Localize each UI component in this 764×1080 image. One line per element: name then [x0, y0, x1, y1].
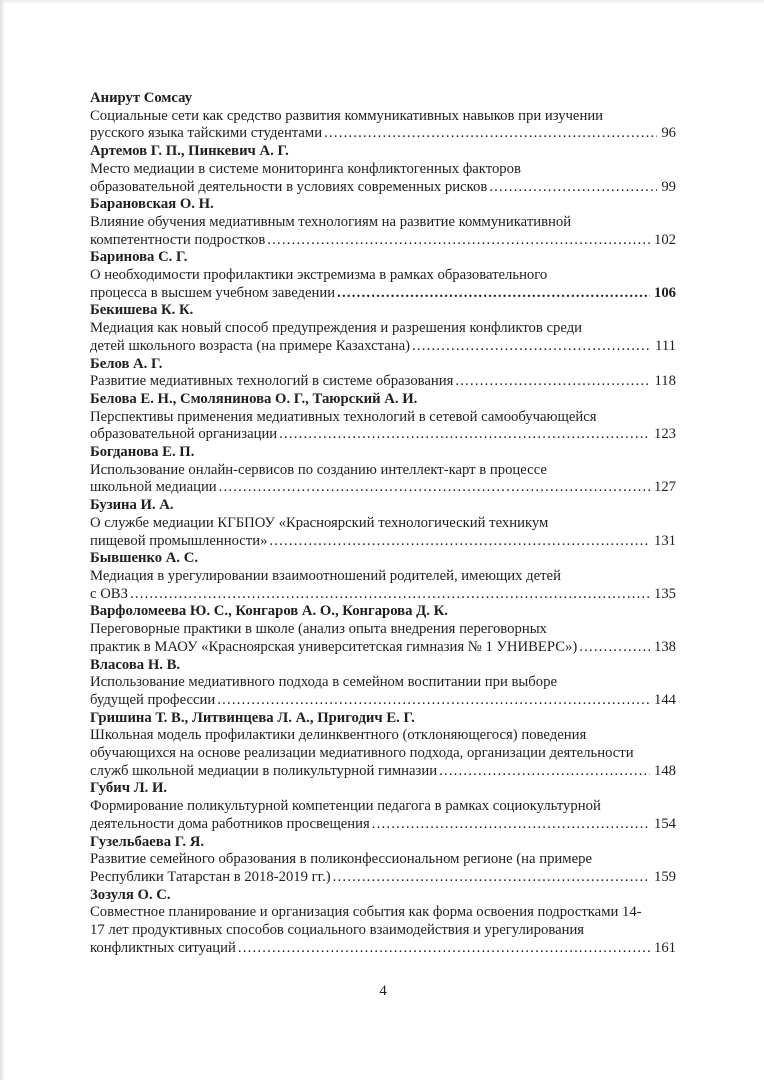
toc-entry-title-line: Место медиации в системе мониторинга конфликтогенных факторов [90, 160, 521, 177]
toc-entry-title-text: Развитие медиативных технологий в системе образования [90, 373, 454, 390]
toc-entry-title-line: Развитие семейного образования в поликонфессиональном регионе (на примере [90, 851, 592, 868]
toc-entry-title-text: детей школьного возраста (на примере Казахстана) [90, 337, 410, 354]
toc-entry-page-number: 106 [653, 284, 676, 301]
footer-page-number: 4 [379, 983, 387, 999]
dot-leader [324, 125, 657, 143]
toc-entry-authors: Власова Н. В. [90, 656, 181, 673]
toc-entry-title-last-line [90, 869, 676, 887]
toc-entry [90, 196, 676, 249]
toc-entry-title-last-line [90, 586, 676, 604]
toc-entry-title-last-line [90, 763, 676, 781]
toc-entry-page-number: 159 [653, 868, 676, 885]
toc-entry [90, 90, 676, 143]
dot-leader [455, 373, 650, 391]
dot-leader [219, 479, 650, 497]
toc-entry-title-text: служб школьной медиации в поликультурной гимназии [90, 762, 438, 779]
toc-entry-title-text: образовательной организации [90, 426, 278, 443]
toc-entry-page-number: 118 [654, 373, 676, 390]
dot-leader [333, 869, 650, 887]
toc-entry [90, 657, 676, 710]
toc-entry [90, 356, 676, 391]
toc-entry-authors: Зозуля О. С. [90, 886, 171, 903]
toc-entry-title-text: с ОВЗ [90, 585, 128, 602]
toc-entry-page-number: 102 [653, 231, 676, 248]
toc-entry-title-line: О необходимости профилактики экстремизма в рамках образовательного [90, 267, 548, 284]
toc-entry-authors: Губич Л. И. [90, 780, 168, 797]
toc-entry-page-number: 154 [653, 815, 676, 832]
toc-entry-title-last-line [90, 373, 676, 391]
toc-entry-title-line: Социальные сети как средство развития коммуникативных навыков при изучении [90, 107, 604, 124]
toc-entry [90, 444, 676, 497]
toc-entry-page-number: 111 [655, 337, 676, 354]
toc-entry-title-line: Совместное планирование и организация события как форма освоения подростками 14- [90, 904, 642, 921]
toc-entry-authors: Баринова С. Г. [90, 249, 188, 266]
toc-entry-authors: Гузельбаева Г. Я. [90, 833, 205, 850]
dot-leader [217, 692, 650, 710]
toc-entry-title-text: компетентности подростков [90, 231, 266, 248]
toc-entry-page-number: 135 [653, 585, 676, 602]
toc-entry-title-last-line [90, 479, 676, 497]
toc-entry-title-text: русского языка тайскими студентами [90, 125, 323, 142]
toc-entry-title-text: школьной медиации [90, 479, 217, 496]
dot-leader [267, 232, 650, 250]
toc-entry-title-line: Перспективы применения медиативных технологий в сетевой самообучающейся [90, 408, 597, 425]
dot-leader [130, 586, 650, 604]
toc-entry-title-last-line [90, 125, 676, 143]
toc-entry-title-line: Медиация как новый способ предупреждения и разрешения конфликтов среди [90, 320, 583, 337]
toc-entry-title-last-line [90, 285, 676, 303]
toc-entry-page-number: 131 [653, 532, 676, 549]
toc-entry-title-last-line [90, 232, 676, 250]
toc-entry-authors: Гришина Т. В., Литвинцева Л. А., Пригодич Е. Г. [90, 709, 415, 726]
toc-entry-title-line: обучающихся на основе реализации медиативного подхода, организации деятельности [90, 745, 634, 762]
toc-entry [90, 143, 676, 196]
toc-entry-page-number: 96 [661, 125, 676, 142]
dot-leader [269, 533, 650, 551]
toc-entry-title-last-line [90, 940, 676, 958]
toc-entry-title-line: Медиация в урегулировании взаимоотношений родителей, имеющих детей [90, 567, 561, 584]
toc-entry-title-text: конфликтных ситуаций [90, 939, 236, 956]
toc-entry-authors: Бывшенко А. С. [90, 550, 199, 567]
dot-leader [412, 338, 651, 356]
toc-entry [90, 497, 676, 550]
toc-entry-page-number: 127 [653, 479, 676, 496]
toc-entry-page-number: 161 [653, 939, 676, 956]
dot-leader [489, 179, 657, 197]
toc-entry-page-number: 148 [653, 762, 676, 779]
toc-entry-title-line: Школьная модель профилактики делинквентного (отклоняющегося) поведения [90, 727, 587, 744]
toc-entry-title-line: Переговорные практики в школе (анализ опыта внедрения переговорных [90, 621, 547, 638]
toc-entry-title-text: Республики Татарстан в 2018-2019 гг.) [90, 868, 331, 885]
toc-entry-title-line: Использование медиативного подхода в семейном воспитании при выборе [90, 674, 557, 691]
dot-leader [439, 763, 650, 781]
toc-entry-title-line: Использование онлайн-сервисов по созданию интеллект-карт в процессе [90, 461, 547, 478]
toc-entry-authors: Барановская О. Н. [90, 196, 214, 213]
toc-entry-title-text: практик в МАОУ «Красноярская университетская гимназия № 1 УНИВЕРС») [90, 638, 578, 655]
toc-entry-authors: Бузина И. А. [90, 497, 174, 514]
toc-entry-title-last-line [90, 816, 676, 834]
dot-leader [372, 816, 650, 834]
toc-entry-page-number: 99 [661, 178, 676, 195]
toc-entry-page-number: 123 [653, 426, 676, 443]
toc-entry-authors: Богданова Е. П. [90, 444, 195, 461]
toc-entry-title-text: пищевой промышленности» [90, 532, 268, 549]
toc-entry [90, 780, 676, 833]
dot-leader [238, 940, 650, 958]
toc-entry-authors: Варфоломеева Ю. С., Конгаров А. О., Конгарова Д. К. [90, 603, 448, 620]
toc-entry-authors: Артемов Г. П., Пинкевич А. Г. [90, 143, 289, 160]
toc-entry [90, 249, 676, 302]
toc-entry [90, 834, 676, 887]
toc-entry-title-line: Формирование поликультурной компетенции педагога в рамках социокультурной [90, 798, 601, 815]
toc-entry-title-line: 17 лет продуктивных способов социального взаимодействия и урегулирования [90, 922, 585, 939]
toc-entry-authors: Бекишева К. К. [90, 302, 194, 319]
toc-entry [90, 391, 676, 444]
toc-entry-title-text: деятельности дома работников просвещения [90, 815, 370, 832]
toc-entry-authors: Белова Е. Н., Смолянинова О. Г., Таюрский А. И. [90, 390, 418, 407]
dot-leader [337, 285, 650, 303]
dot-leader [579, 639, 650, 657]
toc-entry [90, 710, 676, 781]
toc-entry-authors: Белов А. Г. [90, 355, 163, 372]
toc-entry-title-last-line [90, 426, 676, 444]
toc-entry [90, 302, 676, 355]
toc-entry-page-number: 144 [653, 691, 676, 708]
toc-entry-title-line: Влияние обучения медиативным технологиям на развитие коммуникативной [90, 213, 572, 230]
toc-entry-title-text: процесса в высшем учебном заведении [90, 284, 336, 301]
toc-entries [90, 90, 676, 957]
toc-entry-title-last-line [90, 338, 676, 356]
toc-entry-page-number: 138 [653, 638, 676, 655]
dot-leader [279, 426, 650, 444]
toc-entry [90, 550, 676, 603]
toc-entry-title-last-line [90, 692, 676, 710]
toc-entry [90, 887, 676, 958]
toc-entry-title-text: образовательной деятельности в условиях современных рисков [90, 178, 488, 195]
toc-entry-title-line: О службе медиации КГБПОУ «Красноярский технологический техникум [90, 514, 549, 531]
toc-entry-title-last-line [90, 639, 676, 657]
toc-entry-title-last-line [90, 533, 676, 551]
toc-entry-authors: Анирут Сомсау [90, 90, 193, 106]
toc-entry-title-last-line [90, 179, 676, 197]
toc-entry [90, 603, 676, 656]
toc-entry-title-text: будущей профессии [90, 691, 216, 708]
